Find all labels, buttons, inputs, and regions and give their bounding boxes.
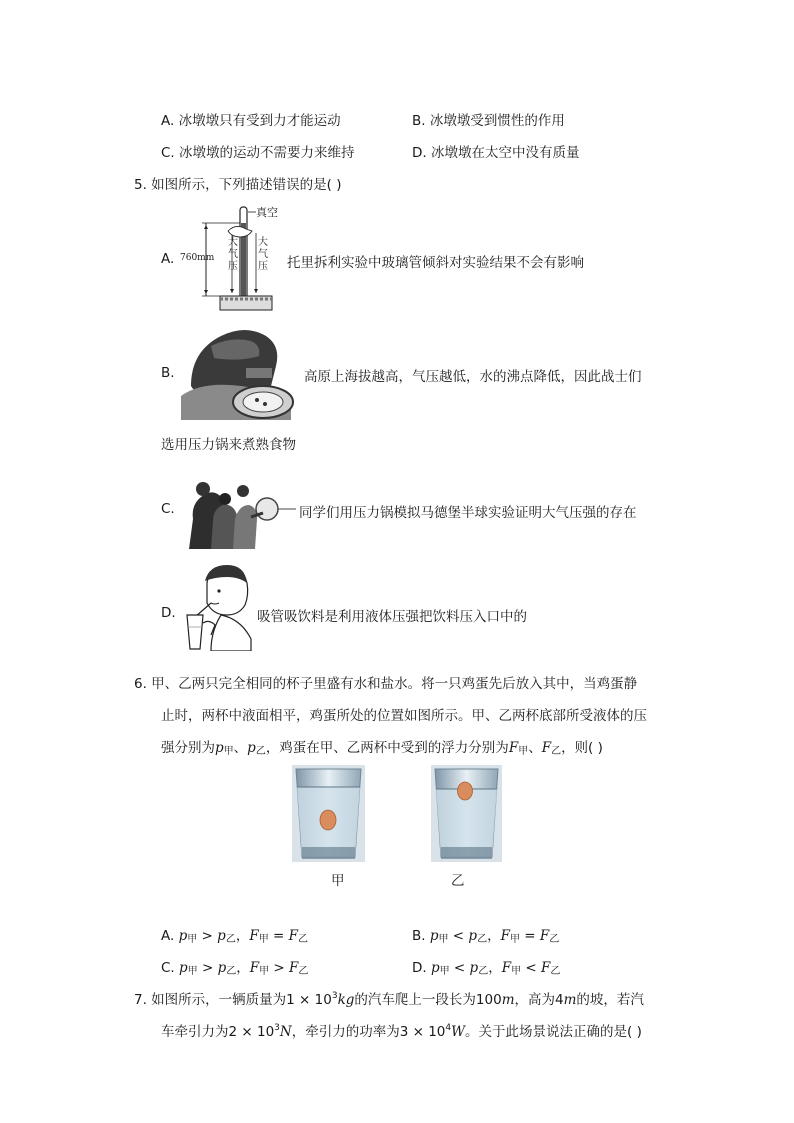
- q5-option-b-label: B.: [161, 365, 175, 381]
- q6-stem-line-2: 止时，两杯中液面相平，鸡蛋所处的位置如图所示。甲、乙两杯底部所受液体的压: [161, 708, 647, 724]
- q6-option-c: C. p甲 > p乙，F甲 > F乙: [161, 960, 309, 977]
- pressure-cooker-photo: [181, 326, 303, 420]
- boy-drinking-straw-figure: [181, 563, 253, 651]
- q7-stem-line-1: 7. 如图所示，一辆质量为$1 \times 10^3kg$的汽车爬上一段长为100m，高为4m的坡，若汽: [134, 991, 644, 1008]
- q4-option-c: C. 冰墩墩的运动不需要力来维持: [161, 145, 355, 161]
- glass-yi-photo: [431, 765, 502, 862]
- q7-stem-line-2: 车牵引力为$2 \times 10^3N$，牵引力的功率为$3 \times 10^4W$。关于此场景说法正确的是( ): [161, 1023, 642, 1040]
- q5-option-c-text: 同学们用压力锅模拟马德堡半球实验证明大气压强的存在: [299, 505, 637, 521]
- q6-stem-line-3: 强分别为p甲、p乙，鸡蛋在甲、乙两杯中受到的浮力分别为F甲、F乙，则( ): [161, 740, 603, 757]
- torricelli-pressure-right: 大 气 压: [258, 237, 268, 272]
- q6-option-b: B. p甲 < p乙，F甲 = F乙: [412, 928, 560, 945]
- torricelli-vacuum-label: 真空: [256, 206, 278, 219]
- q5-option-b-text-2: 选用压力锅来煮熟食物: [161, 437, 296, 453]
- q4-option-d: D. 冰墩墩在太空中没有质量: [412, 145, 580, 161]
- q5-option-d-label: D.: [161, 605, 176, 621]
- q4-option-b: B. 冰墩墩受到惯性的作用: [412, 113, 565, 129]
- q5-option-d-text: 吸管吸饮料是利用液体压强把饮料压入口中的: [257, 609, 527, 625]
- q4-option-a: A. 冰墩墩只有受到力才能运动: [161, 113, 341, 129]
- glass-jia-caption: 甲: [331, 873, 345, 889]
- q5-option-b-text-1: 高原上海拔越高，气压越低，水的沸点降低，因此战士们: [304, 369, 642, 385]
- glass-jia-photo: [292, 765, 365, 862]
- glass-yi-caption: 乙: [451, 873, 465, 889]
- q5-option-c-label: C.: [161, 501, 175, 517]
- torricelli-figure: [180, 203, 285, 311]
- torricelli-height-label: 760mm: [180, 253, 215, 263]
- torricelli-pressure-left: 大 气 压: [228, 237, 238, 272]
- q6-option-d: D. p甲 < p乙，F甲 < F乙: [412, 960, 561, 977]
- q6-stem-line-1: 6. 甲、乙两只完全相同的杯子里盛有水和盐水。将一只鸡蛋先后放入其中，当鸡蛋静: [134, 676, 638, 692]
- q5-option-a-text: 托里拆利实验中玻璃管倾斜对实验结果不会有影响: [287, 255, 584, 271]
- q6-option-a: A. p甲 > p乙，F甲 = F乙: [161, 928, 308, 945]
- q5-stem: 5. 如图所示，下列描述错误的是( ): [134, 177, 342, 193]
- q5-option-a-label: A.: [161, 251, 175, 267]
- magdeburg-students-photo: [181, 469, 296, 551]
